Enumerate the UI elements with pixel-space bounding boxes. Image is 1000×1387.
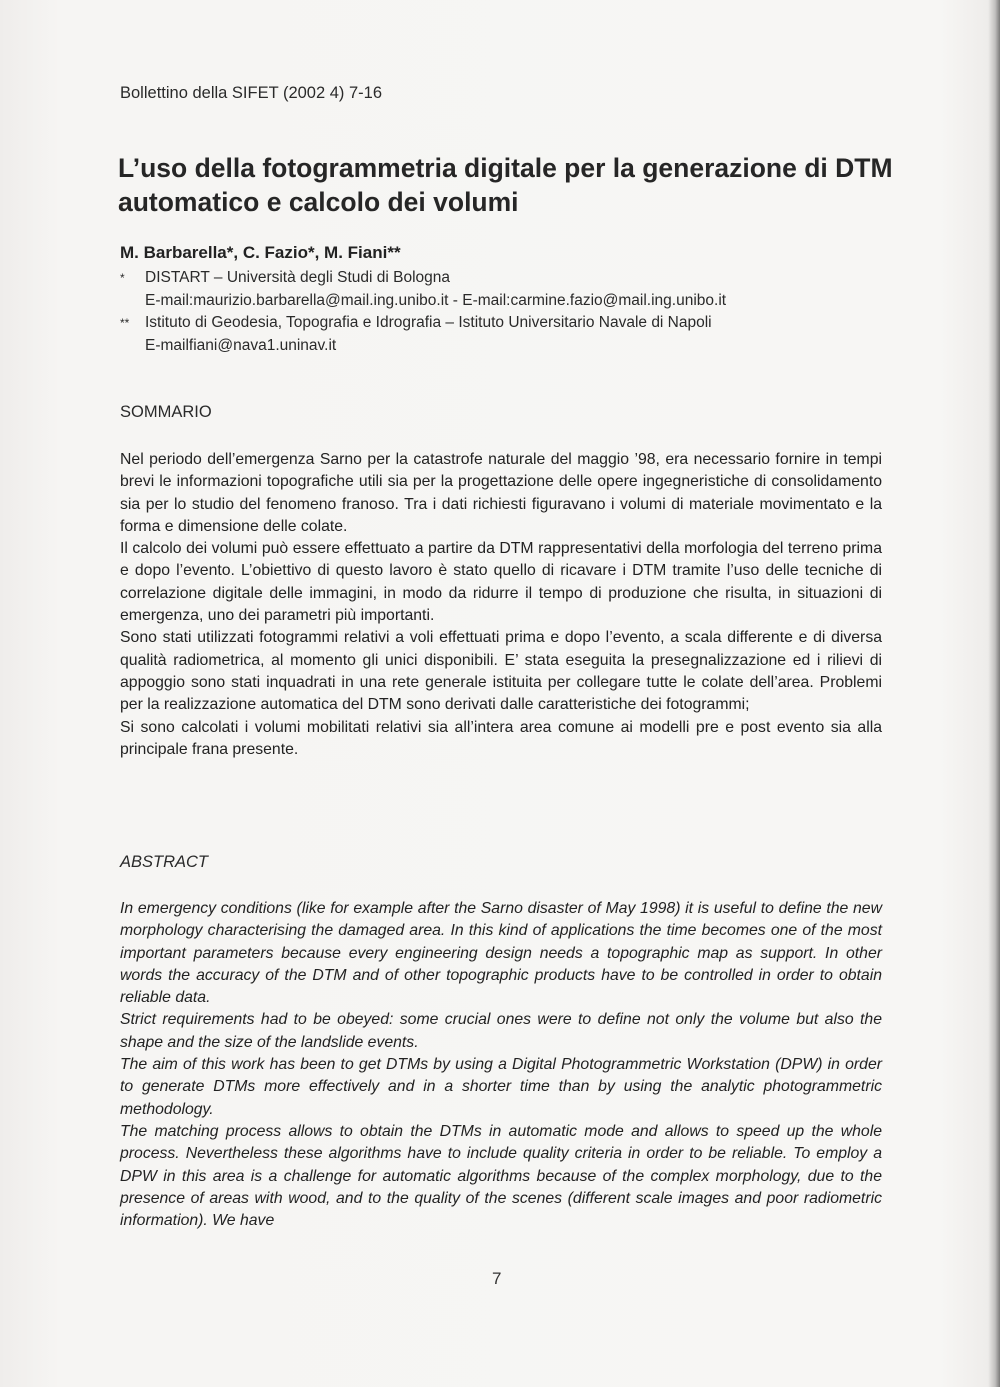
affiliation-line [120,312,900,335]
abstract-heading: ABSTRACT [120,853,209,871]
page-number: 7 [492,1269,502,1288]
paper-title: L’uso della fotogrammetria digitale per la generazione di DTM automatico e calcolo dei volumi [118,153,893,217]
sommario-paragraph: Sono stati utilizzati fotogrammi relativi a voli effettuati prima e dopo l’evento, a scala differente e di diversa qualità radiometrica, al momento gli unici disponibili. E’ stata eseguita la presegnalizzazione ed i rilievi di appoggio sono stati inquadrati in una rete generale istituita per collegare tutte le colate dell’area. Problemi per la realizzazione automatica del DTM sono derivati dalle caratteristiche dei fotogrammi; [120,629,882,714]
author-list: M. Barbarella*, C. Fazio*, M. Fiani** [120,243,401,262]
abstract-paragraph: The aim of this work has been to get DTMs by using a Digital Photogrammetric Workstation (DPW) in order to generate DTMs more effectively and in a shorter time than by using the analytic photogrammetric methodology. [120,1056,882,1118]
affiliation-email: E-mail:maurizio.barbarella@mail.ing.unibo.it - E-mail:carmine.fazio@mail.ing.unibo.it [145,291,727,309]
sommario-body [120,449,882,761]
abstract-paragraph: The matching process allows to obtain the DTMs in automatic mode and allows to speed up the whole process. Nevertheless these algorithms have to include quality criteria in order to be reliable. To employ a DPW in this area is a challenge for automatic algorithms because of the complex morphology, due to the presence of areas with wood, and to the quality of the scenes (different scale images and poor radiometric information). We have [120,1122,882,1230]
affiliations [120,267,900,357]
affiliation-mark: * [120,271,125,285]
affiliation-line [120,290,900,313]
sommario-paragraph: Il calcolo dei volumi può essere effettuato a partire da DTM rappresentativi della morfologia del terreno prima e dopo l’evento. L’obiettivo di questo lavoro è stato quello di ricavare i DTM tramite l’uso delle tecniche di correlazione digitale delle immagini, in modo da ridurre il tempo di produzione che risulta, in situazioni di emergenza, uno dei parametri più importanti. [120,540,882,625]
abstract-paragraph: In emergency conditions (like for example after the Sarno disaster of May 1998) it is useful to define the new morphology characterising the damaged area. In this kind of applications the time becomes one of the most important parameters because every engineering design needs a topographic map as support. In other words the accuracy of the DTM and of other topographic products have to be controlled in order to obtain reliable data. [120,900,882,1007]
sommario-paragraph: Nel periodo dell’emergenza Sarno per la catastrofe naturale del maggio ’98, era necessario fornire in tempi brevi le informazioni topografiche utili sia per la progettazione delle opere ingegneristiche di consolidamento sia per lo studio del fenomeno franoso. Tra i dati richiesti figuravano i volumi di materiale movimentato e la forma e dimensione delle colate. [120,451,882,535]
sommario-paragraph: Si sono calcolati i volumi mobilitati relativi sia all’intera area comune ai modelli pre e post evento sia alla principale frana presente. [120,718,882,758]
affiliation-text: Istituto di Geodesia, Topografia e Idrografia – Istituto Universitario Navale di Napoli [145,314,712,331]
affiliation-line [120,267,900,290]
journal-reference: Bollettino della SIFET (2002 4) 7-16 [120,84,383,102]
abstract-paragraph: Strict requirements had to be obeyed: some crucial ones were to define not only the volume but also the shape and the size of the landslide events. [120,1011,882,1051]
page-edge-shadow [988,0,1000,1387]
affiliation-text: DISTART – Università degli Studi di Bologna [145,269,450,286]
affiliation-mark: ** [120,316,130,330]
sommario-heading: SOMMARIO [120,403,212,421]
affiliation-email: E-mailfiani@nava1.uninav.it [145,336,337,354]
affiliation-line [120,335,900,358]
abstract-body [120,898,882,1232]
